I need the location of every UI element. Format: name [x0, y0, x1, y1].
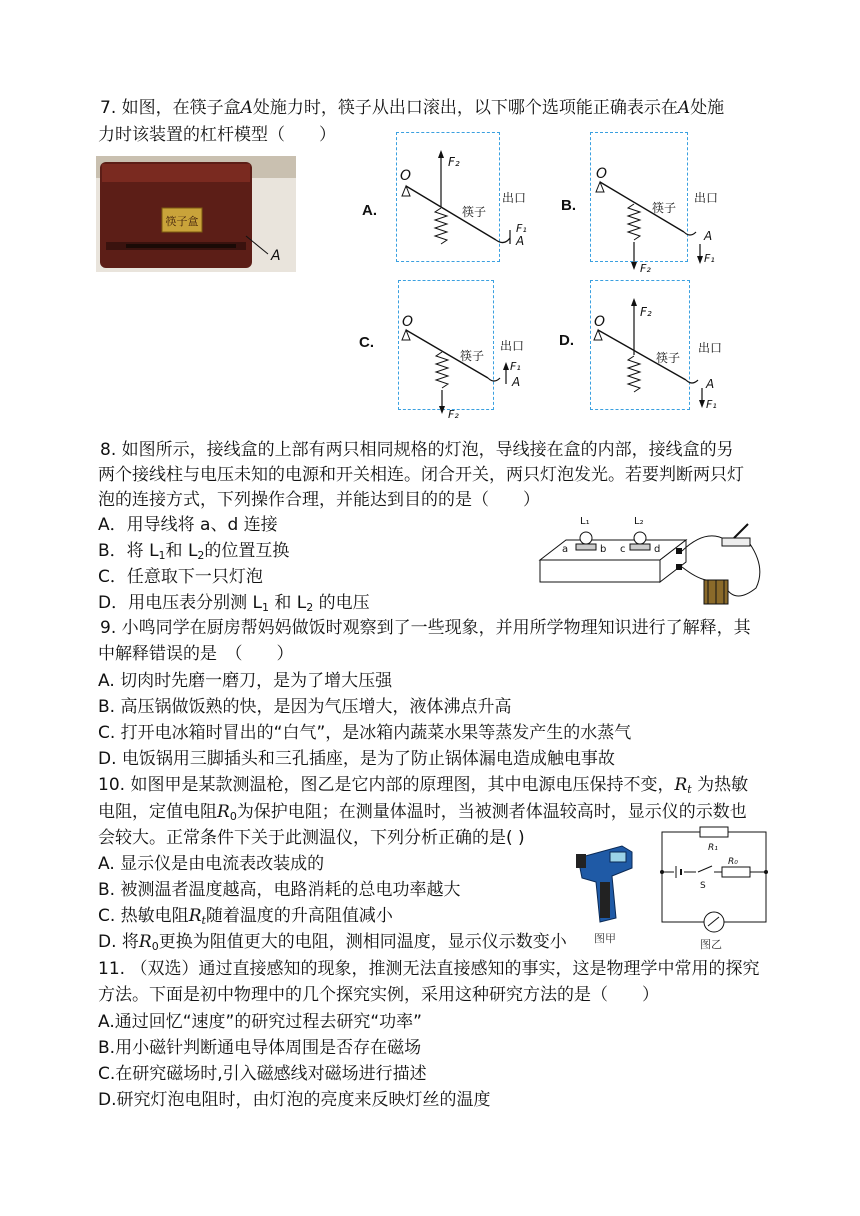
q9-option-a[interactable]: A. 切肉时先磨一磨刀，是为了增大压强	[98, 671, 393, 691]
q11-stem-line1: 11. （双选）通过直接感知的现象，推测无法直接感知的事实，这是物理学中常用的探究	[98, 959, 760, 979]
svg-text:F₁: F₁	[704, 252, 715, 265]
q10-option-a[interactable]: A. 显示仪是由电流表改装成的	[98, 854, 325, 874]
svg-text:O: O	[594, 314, 606, 330]
pointer-a-label: A	[271, 248, 281, 264]
svg-text:F₁: F₁	[510, 360, 521, 373]
q10-stem-line1: 10. 如图甲是某款测温枪，图乙是它内部的原理图，其中电源电压保持不变，$R_t$ 为热敏	[98, 775, 749, 796]
q8-stem-line3: 泡的连接方式，下列操作合理，并能达到目的的是（ ）	[98, 490, 540, 510]
q9-stem-line1: 9. 小鸣同学在厨房帮妈妈做饭时观察到了一些现象，并用所学物理知识进行了解释，其	[100, 618, 751, 638]
svg-text:出口: 出口	[500, 339, 525, 353]
q9-stem-line2: 中解释错误的是 （ ）	[98, 644, 294, 664]
q7-stem-line1: 7. 如图，在筷子盒A处施力时，筷子从出口滚出，以下哪个选项能正确表示在A处施	[100, 98, 725, 118]
svg-text:筷子: 筷子	[652, 201, 677, 215]
q8-stem-line1: 8. 如图所示，接线盒的上部有两只相同规格的灯泡，导线接在盒的内部，接线盒的另	[100, 440, 734, 460]
svg-text:O: O	[402, 314, 414, 330]
q11-option-b[interactable]: B.用小磁针判断通电导体周围是否存在磁场	[98, 1038, 422, 1058]
svg-text:d: d	[654, 544, 661, 555]
fig-yi-caption: 图乙	[700, 938, 722, 951]
q8-option-b[interactable]: B．将 $L_1$和 $L_2$的位置互换	[98, 541, 290, 562]
svg-text:F₂: F₂	[448, 408, 459, 421]
chopstick-box-photo	[96, 156, 296, 272]
svg-text:出口: 出口	[502, 191, 527, 205]
q7-diagram-b	[590, 132, 730, 275]
svg-text:出口: 出口	[694, 191, 719, 205]
q11-option-d[interactable]: D.研究灯泡电阻时，由灯泡的亮度来反映灯丝的温度	[98, 1090, 491, 1110]
svg-text:O: O	[596, 166, 608, 182]
q7-diagram-a	[396, 132, 527, 264]
q8-option-c[interactable]: C．任意取下一只灯泡	[98, 567, 263, 587]
q7-option-b-label: B.	[561, 197, 576, 214]
svg-text:F₂: F₂	[448, 155, 460, 169]
q11-option-a[interactable]: A.通过回忆“速度”的研究过程去研究“功率”	[98, 1012, 422, 1032]
svg-text:F₁: F₁	[706, 398, 717, 411]
q7-option-a-label: A.	[362, 202, 377, 219]
q9-option-c[interactable]: C. 打开电冰箱时冒出的“白气”，是冰箱内蔬菜水果等蒸发产生的水蒸气	[98, 723, 632, 743]
svg-text:筷子: 筷子	[462, 205, 487, 219]
q9-option-b[interactable]: B. 高压锅做饭熟的快，是因为气压增大，液体沸点升高	[98, 697, 512, 717]
svg-text:出口: 出口	[698, 341, 723, 355]
svg-text:A: A	[704, 229, 713, 243]
q10-option-b[interactable]: B. 被测温者温度越高，电路消耗的总电功率越大	[98, 880, 461, 900]
svg-text:F₂: F₂	[640, 305, 652, 319]
q10-option-d[interactable]: D. 将$R_0$更换为阻值更大的电阻，测相同温度，显示仪示数变小	[98, 932, 567, 953]
svg-text:F₁: F₁	[516, 222, 527, 235]
q11-option-c[interactable]: C.在研究磁场时,引入磁感线对磁场进行描述	[98, 1064, 427, 1084]
svg-text:F₂: F₂	[640, 262, 651, 275]
svg-text:a: a	[562, 544, 569, 555]
svg-text:O: O	[400, 168, 412, 184]
q7-diagram-c	[398, 280, 538, 420]
svg-text:L₂: L₂	[634, 516, 644, 527]
q7-option-c-label: C.	[359, 334, 374, 351]
svg-text:A: A	[512, 375, 521, 389]
svg-text:A: A	[516, 234, 525, 248]
box-label: 筷子盒	[165, 215, 199, 228]
q9-option-d[interactable]: D. 电饭锅用三脚插头和三孔插座，是为了防止锅体漏电造成触电事故	[98, 749, 615, 769]
junction-box-figure	[536, 508, 776, 608]
q8-option-a[interactable]: A．用导线将 a、d 连接	[98, 515, 278, 535]
fig-jia-caption: 图甲	[594, 932, 616, 945]
q8-option-d[interactable]: D．用电压表分别测 $L_1$ 和 $L_2$ 的电压	[98, 593, 370, 614]
q8-stem-line2: 两个接线柱与电压未知的电源和开关相连。闭合开关，两只灯泡发光。若要判断两只灯	[98, 465, 744, 485]
svg-text:R₀: R₀	[728, 857, 738, 867]
q10-option-c[interactable]: C. 热敏电阻$R_t$随着温度的升高阻值减小	[98, 906, 393, 927]
svg-text:A: A	[706, 377, 715, 391]
q7-option-d-label: D.	[559, 332, 574, 349]
q11-stem-line2: 方法。下面是初中物理中的几个探究实例，采用这种研究方法的是（ ）	[98, 985, 659, 1005]
svg-text:筷子: 筷子	[460, 349, 485, 363]
q10-stem-line2: 电阻，定值电阻$R_0$为保护电阻；在测量体温时，当被测者体温较高时，显示仪的示数也	[98, 802, 747, 823]
thermometer-gun-figure	[572, 838, 642, 948]
circuit-diagram-figure	[656, 826, 772, 950]
q7-stem-line2: 力时该装置的杠杆模型（ ）	[98, 125, 336, 145]
svg-text:S: S	[700, 881, 706, 891]
svg-text:c: c	[620, 544, 626, 555]
svg-text:b: b	[600, 544, 607, 555]
q7-diagram-d	[590, 280, 740, 420]
q10-stem-line3: 会较大。正常条件下关于此测温仪，下列分析正确的是( )	[98, 828, 525, 848]
svg-text:R₁: R₁	[708, 843, 718, 853]
svg-text:L₁: L₁	[580, 516, 590, 527]
svg-text:筷子: 筷子	[656, 351, 681, 365]
